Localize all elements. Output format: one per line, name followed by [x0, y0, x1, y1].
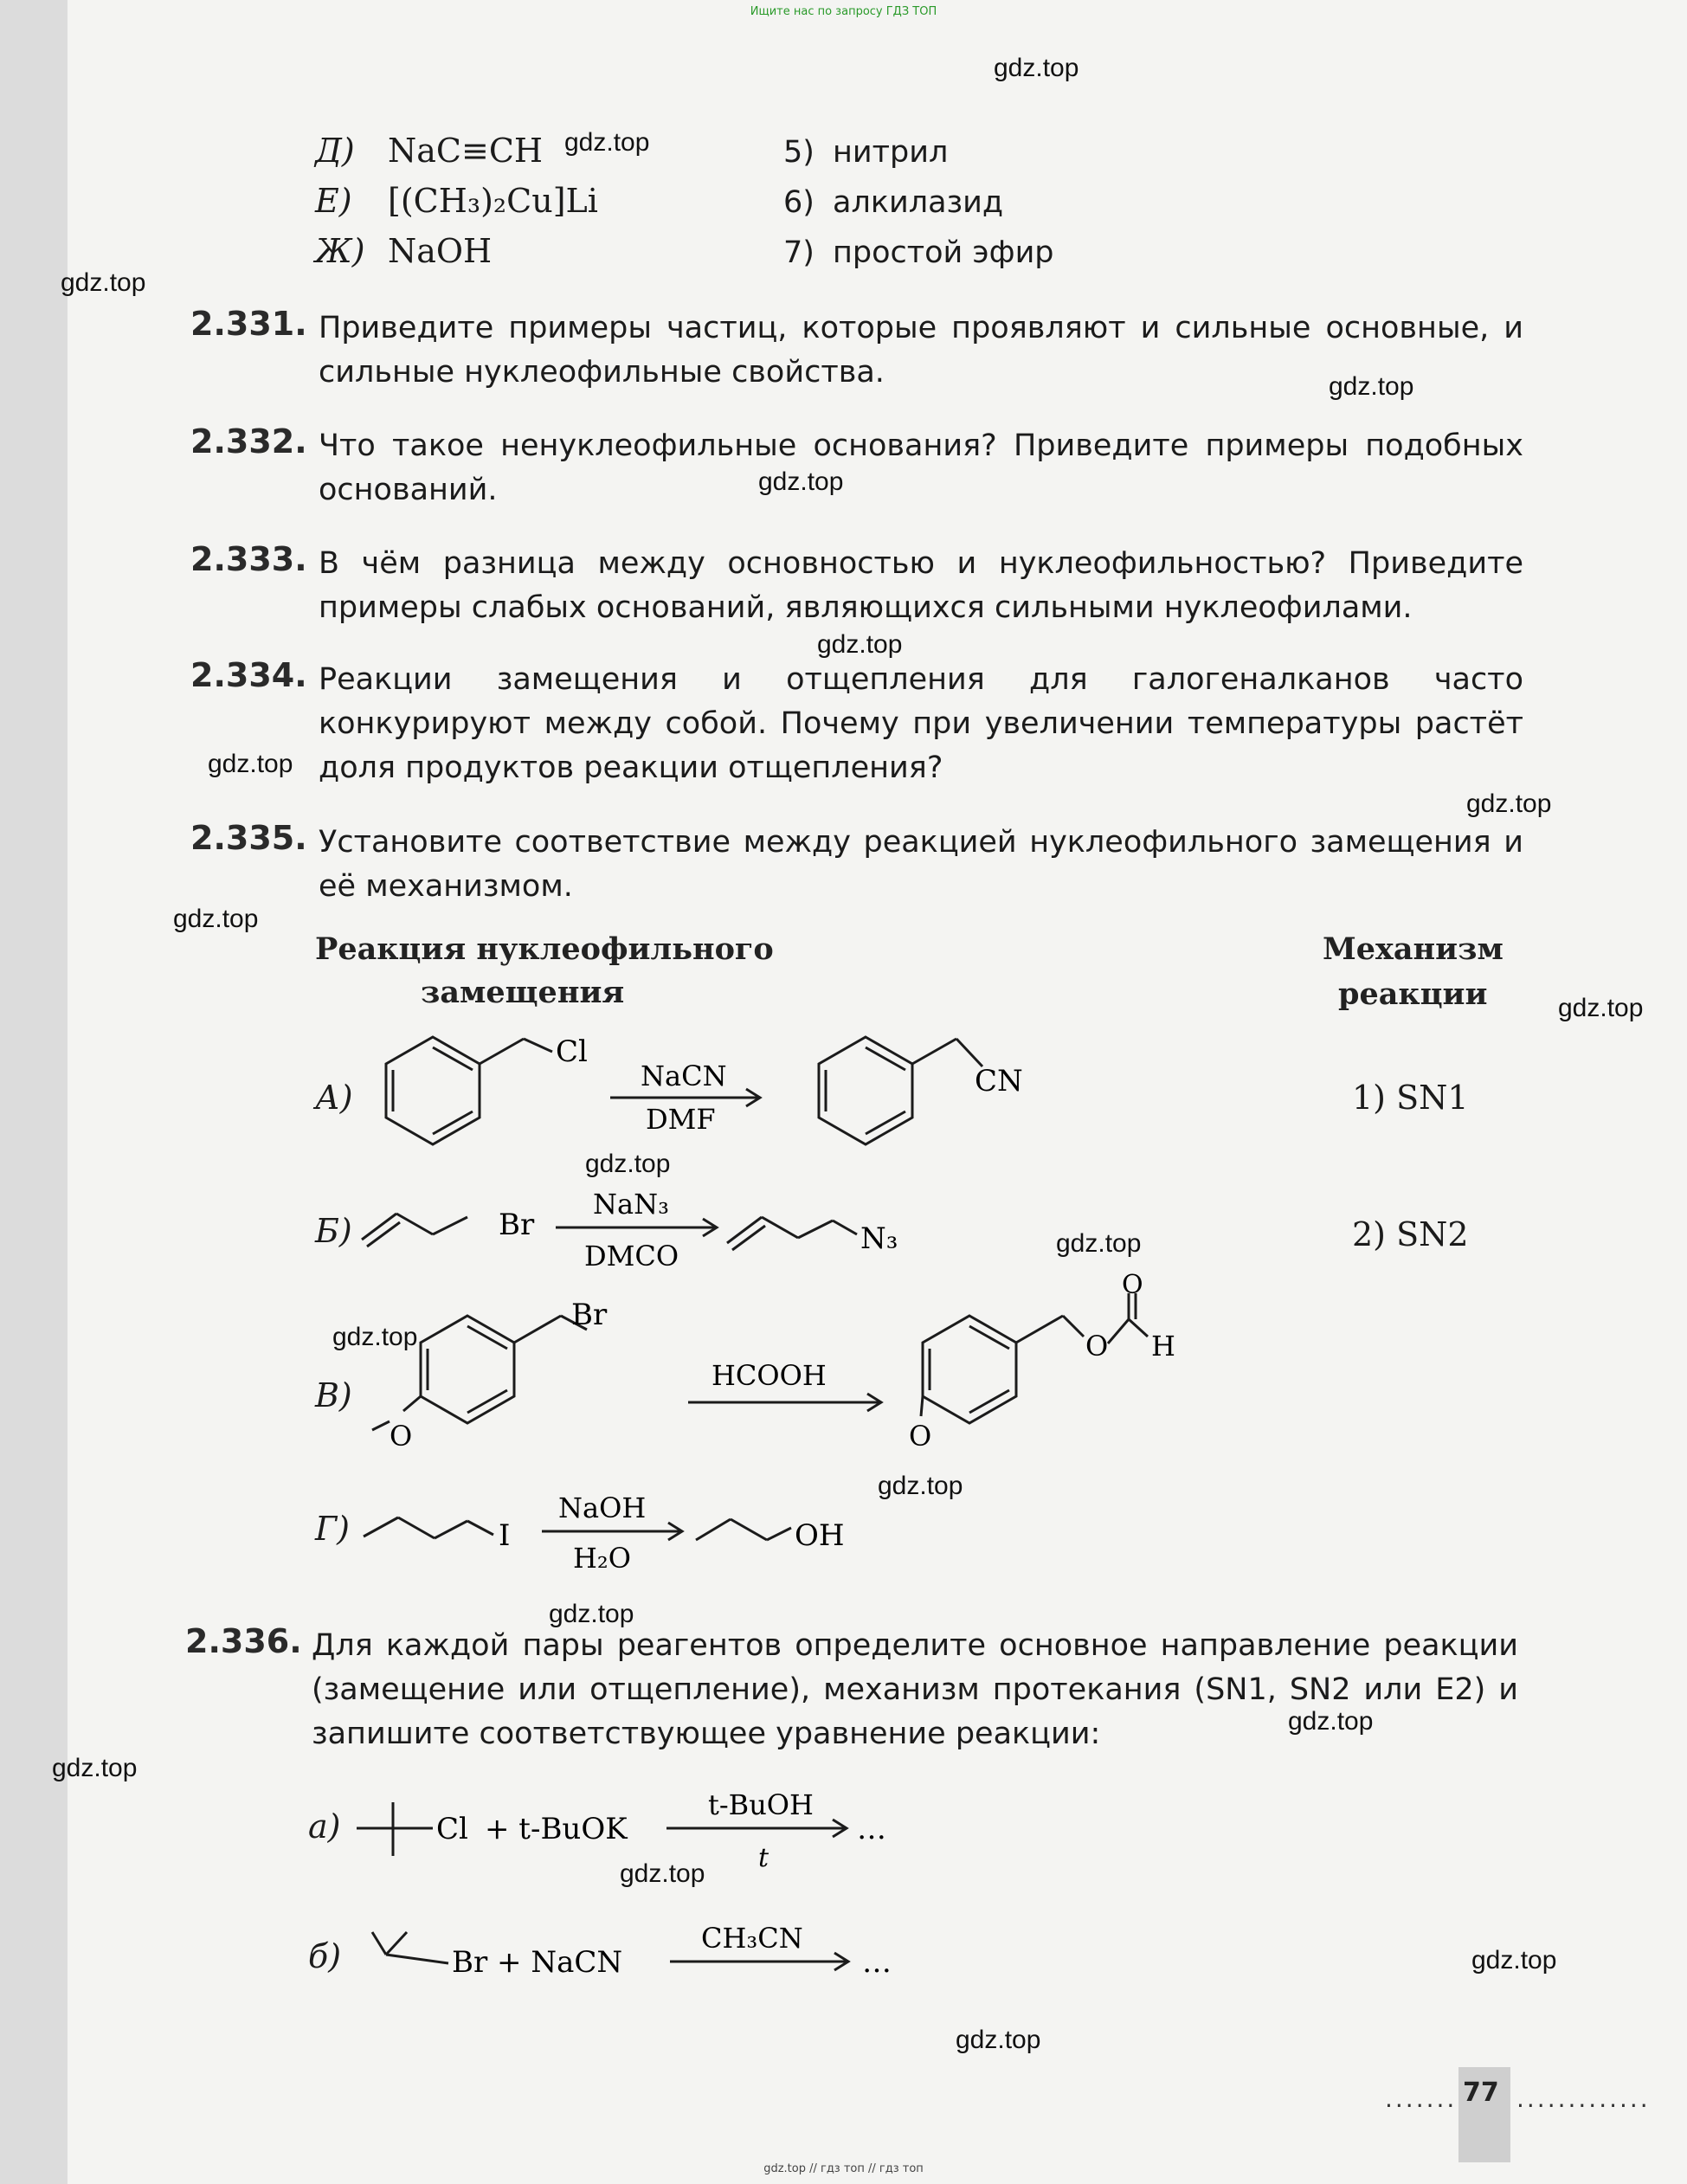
top-banner: Ищите нас по запросу ГДЗ ТОП	[750, 5, 937, 18]
watermark: gdz.top	[1466, 789, 1552, 818]
watermark: gdz.top	[208, 750, 293, 778]
watermark: gdz.top	[564, 128, 650, 157]
problem-text: Что такое ненуклеофильные основания? Приведите примеры подобных оснований.	[319, 428, 1523, 507]
solvent-under-arrow: H₂O	[573, 1542, 631, 1575]
reaction-g-scheme	[346, 1485, 952, 1588]
temperature-under-arrow: t	[758, 1843, 769, 1873]
reagent-over-arrow: HCOOH	[712, 1359, 827, 1392]
class-text: простой эфир	[833, 235, 1054, 270]
problem-text: Приведите примеры частиц, которые проявляют и сильные основные, и сильные нуклеофильные свойства.	[319, 311, 1523, 390]
carbonyl-oxygen: O	[1122, 1272, 1143, 1300]
mechanism-label: 2)	[1352, 1215, 1387, 1253]
watermark: gdz.top	[1558, 994, 1644, 1022]
ether-oxygen: O	[390, 1420, 413, 1453]
problem-2-336	[185, 1622, 1518, 1761]
header-reaction: Реакция нуклеофильного	[315, 931, 774, 967]
watermark: gdz.top	[173, 905, 259, 933]
watermark: gdz.top	[52, 1754, 138, 1782]
problem-number: 2.332.	[190, 422, 307, 461]
substrate-label: Cl	[556, 1034, 588, 1069]
header-mechanism: Механизм	[1323, 931, 1503, 967]
problem-2-331	[190, 305, 1523, 400]
problem-text: Для каждой пары реагентов определите основное направление реакции (замещение или отщепление), механизм протекания (SN1, SN2 или E2) и запишите соответствующее уравнение реакции:	[312, 1628, 1518, 1751]
reagent-formula: NaC≡CH	[388, 132, 544, 170]
solvent-over-arrow: CH₃CN	[701, 1922, 803, 1955]
reaction-label-2336-a: а)	[308, 1807, 341, 1846]
watermark: gdz.top	[61, 268, 146, 297]
problem-number: 2.334.	[190, 656, 307, 694]
reagent-label: Д)	[315, 132, 355, 170]
header-reaction: замещения	[421, 975, 625, 1010]
reaction-v-scheme	[346, 1272, 1298, 1480]
class-label: 6)	[783, 185, 815, 220]
watermark: gdz.top	[817, 630, 903, 659]
watermark: gdz.top	[549, 1600, 634, 1628]
substrate-label: Br	[499, 1208, 535, 1242]
dotted-leader: .............	[1516, 2084, 1651, 2113]
ether-oxygen: O	[909, 1420, 932, 1453]
watermark: gdz.top	[758, 467, 844, 496]
reagents-label: Br + NaCN	[452, 1945, 623, 1980]
problem-number: 2.336.	[185, 1622, 302, 1660]
product-label: OH	[795, 1518, 845, 1553]
reagent-over-arrow: NaOH	[558, 1491, 647, 1524]
watermark: gdz.top	[585, 1150, 671, 1178]
mechanism-label: 1)	[1352, 1079, 1387, 1117]
mechanism-2	[1352, 1215, 1469, 1253]
reaction-label-g: Г)	[315, 1510, 350, 1548]
problem-number: 2.331.	[190, 305, 307, 343]
problem-2-334	[190, 656, 1523, 795]
solvent-under-arrow: DMCO	[584, 1240, 679, 1272]
class-label: 5)	[783, 135, 815, 170]
problem-text: Установите соответствие между реакцией нуклеофильного замещения и её механизмом.	[319, 825, 1523, 904]
result-ellipsis: …	[862, 1945, 892, 1980]
reagent-formula: NaOH	[388, 232, 493, 270]
problem-number: 2.335.	[190, 819, 307, 857]
mechanism-text: SN1	[1396, 1079, 1469, 1117]
watermark: gdz.top	[1288, 1707, 1374, 1736]
solvent-over-arrow: t-BuOH	[708, 1788, 814, 1821]
watermark: gdz.top	[956, 2026, 1041, 2054]
product-label: N₃	[860, 1221, 898, 1256]
problem-2-335	[190, 819, 1523, 914]
reagent-over-arrow: NaCN	[641, 1060, 727, 1092]
reaction-label-v: В)	[315, 1376, 352, 1414]
reaction-b-scheme	[346, 1182, 952, 1278]
problem-2-333	[190, 540, 1523, 635]
problem-text: В чём разница между основностью и нуклеофильностью? Приведите примеры слабых оснований, являющихся сильными нуклеофилами.	[319, 546, 1523, 625]
reagent-over-arrow: NaN₃	[593, 1188, 669, 1221]
reagent-label: Ж)	[315, 232, 365, 270]
page-number: 77	[1463, 2078, 1499, 2108]
reaction-2336-a-scheme	[346, 1783, 952, 1878]
reaction-2336-b-scheme	[346, 1904, 952, 2000]
class-label: 7)	[783, 235, 815, 270]
substrate-label: I	[499, 1518, 511, 1553]
reaction-label-2336-b: б)	[308, 1937, 342, 1975]
formyl-hydrogen: H	[1151, 1330, 1175, 1363]
reaction-a-scheme	[346, 1013, 1125, 1186]
reagent-label: + t-BuOK	[485, 1812, 628, 1846]
reaction-label-a: А)	[315, 1079, 353, 1117]
page-edge-shadow	[0, 0, 68, 2184]
watermark: gdz.top	[332, 1323, 418, 1351]
class-text: нитрил	[833, 135, 949, 170]
reagent-formula: [(CH₃)₂Cu]Li	[388, 182, 598, 220]
substrate-label: Cl	[436, 1812, 468, 1846]
reaction-label-b: Б)	[315, 1212, 352, 1250]
mechanism-text: SN2	[1396, 1215, 1469, 1253]
footer: gdz.top // гдз топ // гдз топ	[763, 2162, 924, 2175]
substrate-label: Br	[571, 1298, 608, 1332]
problem-number: 2.333.	[190, 540, 307, 578]
watermark: gdz.top	[1056, 1229, 1142, 1258]
watermark: gdz.top	[1329, 372, 1414, 401]
reagent-label: Е)	[315, 182, 352, 220]
ester-oxygen: O	[1085, 1330, 1109, 1363]
solvent-under-arrow: DMF	[646, 1103, 716, 1136]
problem-2-332	[190, 422, 1523, 518]
dotted-leader: .......	[1385, 2084, 1458, 2113]
class-text: алкилазид	[833, 185, 1004, 220]
problem-text: Реакции замещения и отщепления для галогеналканов часто конкурируют между собой. Почему при увеличении температуры растёт доля продуктов реакции отщепления?	[319, 662, 1523, 785]
header-mechanism: реакции	[1338, 976, 1488, 1012]
mechanism-1	[1352, 1079, 1469, 1117]
watermark: gdz.top	[994, 54, 1079, 82]
watermark: gdz.top	[1471, 1946, 1557, 1975]
watermark: gdz.top	[620, 1859, 705, 1888]
result-ellipsis: …	[857, 1812, 886, 1846]
watermark: gdz.top	[878, 1472, 963, 1500]
product-label: CN	[975, 1064, 1023, 1098]
